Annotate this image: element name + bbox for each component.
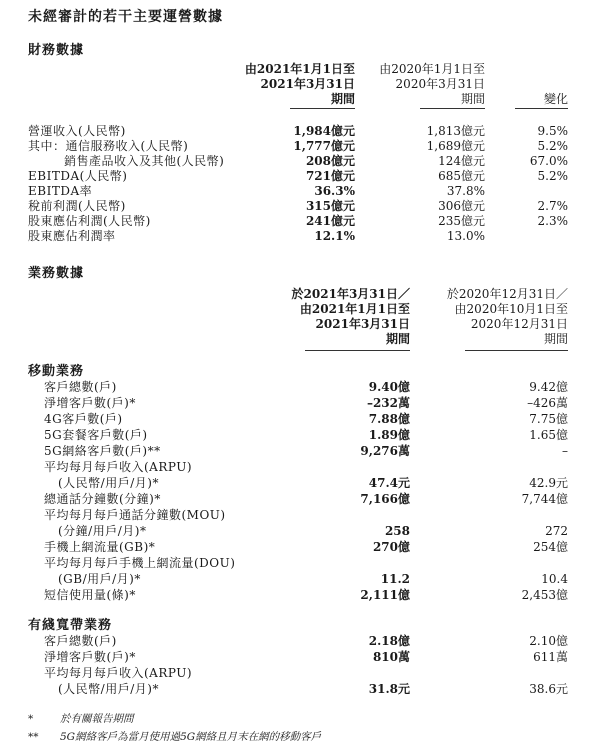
financial-col2-header-line: 由2020年1月1日至 (379, 62, 485, 76)
business-col2-header-line: 由2020年10月1日至 (454, 302, 568, 316)
value-2020: –426萬 (527, 396, 568, 410)
business-col2-header-line: 於2020年12月31日／ (446, 287, 568, 301)
row-label: 平均每月每戶通話分鐘數(MOU) (44, 508, 226, 522)
financial-col3-header: 變化 (543, 92, 568, 106)
row-label: 平均每月每戶手機上網流量(DOU) (44, 556, 236, 570)
value-2021: –232萬 (366, 396, 410, 410)
row-label: 手機上網流量(GB)* (44, 540, 156, 554)
value-2020: – (562, 444, 568, 458)
value-change: 5.2% (537, 139, 568, 153)
business-col2-rule (465, 350, 568, 351)
business-col1-header-line: 2021年3月31日 (315, 317, 410, 331)
mobile-heading: 移動業務 (28, 364, 85, 379)
value-2021: 810萬 (372, 650, 410, 664)
value-2020: 1,689億元 (426, 139, 485, 153)
row-label: 客戶總數(戶) (44, 380, 117, 394)
business-col1-header-line: 期間 (385, 332, 410, 346)
value-2020: 7.75億 (529, 412, 568, 426)
value-2021: 7,166億 (360, 492, 410, 506)
value-2021: 1,984億元 (293, 124, 355, 138)
row-label: 平均每月每戶收入(ARPU) (44, 666, 193, 680)
financial-col1-rule (290, 108, 355, 109)
value-2021: 270億 (372, 540, 410, 554)
value-2020: 9.42億 (529, 380, 568, 394)
financial-col1-header-line: 2021年3月31日 (260, 77, 355, 91)
financial-col2-header-line: 2020年3月31日 (395, 77, 485, 91)
business-col1-header-line: 由2021年1月1日至 (299, 302, 410, 316)
footnote-mark: ** (28, 731, 39, 743)
business-col1-rule (305, 350, 410, 351)
row-label: 短信使用量(條)* (44, 588, 136, 602)
page-title: 未經審計的若干主要運營數據 (28, 9, 223, 25)
value-2020: 254億 (533, 540, 568, 554)
financial-col2-rule (420, 108, 485, 109)
value-2020: 1,813億元 (426, 124, 485, 138)
row-label: 稅前利潤(人民幣) (28, 199, 126, 213)
value-2021: 2,111億 (360, 588, 410, 602)
value-2020: 235億元 (438, 214, 485, 228)
row-label: 5G網絡客戶數(戶)** (44, 444, 161, 458)
business-heading: 業務數據 (28, 266, 85, 281)
row-label: 淨增客戶數(戶)* (44, 650, 136, 664)
value-2021: 31.8元 (368, 682, 410, 696)
financial-col3-rule (515, 108, 568, 109)
value-2021: 2.18億 (368, 634, 410, 648)
row-label: 淨增客戶數(戶)* (44, 396, 136, 410)
value-2021: 315億元 (305, 199, 355, 213)
row-label: 平均每月每戶收入(ARPU) (44, 460, 193, 474)
financial-col1-header-line: 由2021年1月1日至 (244, 62, 355, 76)
value-2021: 9,276萬 (360, 444, 410, 458)
row-label: 股東應佔利潤(人民幣) (28, 214, 151, 228)
value-2020: 2,453億 (521, 588, 568, 602)
value-2020: 2.10億 (529, 634, 568, 648)
value-2021: 1.89億 (368, 428, 410, 442)
row-label: EBITDA率 (28, 184, 93, 198)
value-2021: 7.88億 (368, 412, 410, 426)
row-label: EBITDA(人民幣) (28, 169, 128, 183)
value-2021: 12.1% (314, 229, 355, 243)
value-change: 9.5% (537, 124, 568, 138)
row-label: 總通話分鐘數(分鐘)* (44, 492, 161, 506)
business-col1-header-line: 於2021年3月31日／ (291, 287, 410, 301)
financial-col1-header-line: 期間 (330, 92, 355, 106)
row-label: (人民幣/用戶/月)* (58, 476, 159, 490)
value-2020: 1.65億 (529, 428, 568, 442)
row-label: 其中：通信服務收入(人民幣) (28, 139, 189, 153)
value-2021: 258 (384, 524, 410, 538)
row-label: (分鐘/用戶/月)* (58, 524, 147, 538)
value-change: 5.2% (537, 169, 568, 183)
value-2020: 38.6元 (529, 682, 568, 696)
row-label: 5G套餐客戶數(戶) (44, 428, 148, 442)
value-change: 2.3% (537, 214, 568, 228)
value-2020: 272 (545, 524, 568, 538)
value-2020: 124億元 (438, 154, 485, 168)
row-label: 股東應佔利潤率 (28, 229, 116, 243)
row-label: (人民幣/用戶/月)* (58, 682, 159, 696)
business-col2-header-line: 2020年12月31日 (470, 317, 568, 331)
row-label: 4G客戶數(戶) (44, 412, 123, 426)
row-label: 銷售產品收入及其他(人民幣) (64, 154, 225, 168)
value-2021: 1,777億元 (293, 139, 355, 153)
value-2020: 42.9元 (529, 476, 568, 490)
value-2020: 611萬 (533, 650, 568, 664)
value-2020: 37.8% (446, 184, 485, 198)
row-label: 營運收入(人民幣) (28, 124, 126, 138)
financial-col2-header-line: 期間 (460, 92, 485, 106)
footnote-text: 於有關報告期間 (60, 713, 134, 725)
value-change: 67.0% (529, 154, 568, 168)
row-label: (GB/用戶/月)* (58, 572, 141, 586)
value-2021: 208億元 (305, 154, 355, 168)
value-2020: 685億元 (438, 169, 485, 183)
value-2020: 10.4 (541, 572, 568, 586)
value-2020: 7,744億 (521, 492, 568, 506)
footnote-mark: * (28, 713, 34, 725)
value-2021: 11.2 (380, 572, 410, 586)
value-change: 2.7% (537, 199, 568, 213)
footnote-text: 5G網絡客戶為當月使用過5G網絡且月末在網的移動客戶 (60, 731, 322, 743)
financial-heading: 財務數據 (28, 43, 85, 58)
business-col2-header-line: 期間 (543, 332, 568, 346)
value-2021: 721億元 (305, 169, 355, 183)
row-label: 客戶總數(戶) (44, 634, 117, 648)
value-2020: 13.0% (446, 229, 485, 243)
value-2021: 36.3% (314, 184, 355, 198)
broadband-heading: 有綫寬帶業務 (28, 618, 113, 633)
value-2021: 9.40億 (368, 380, 410, 394)
value-2021: 47.4元 (368, 476, 410, 490)
value-2021: 241億元 (305, 214, 355, 228)
value-2020: 306億元 (438, 199, 485, 213)
